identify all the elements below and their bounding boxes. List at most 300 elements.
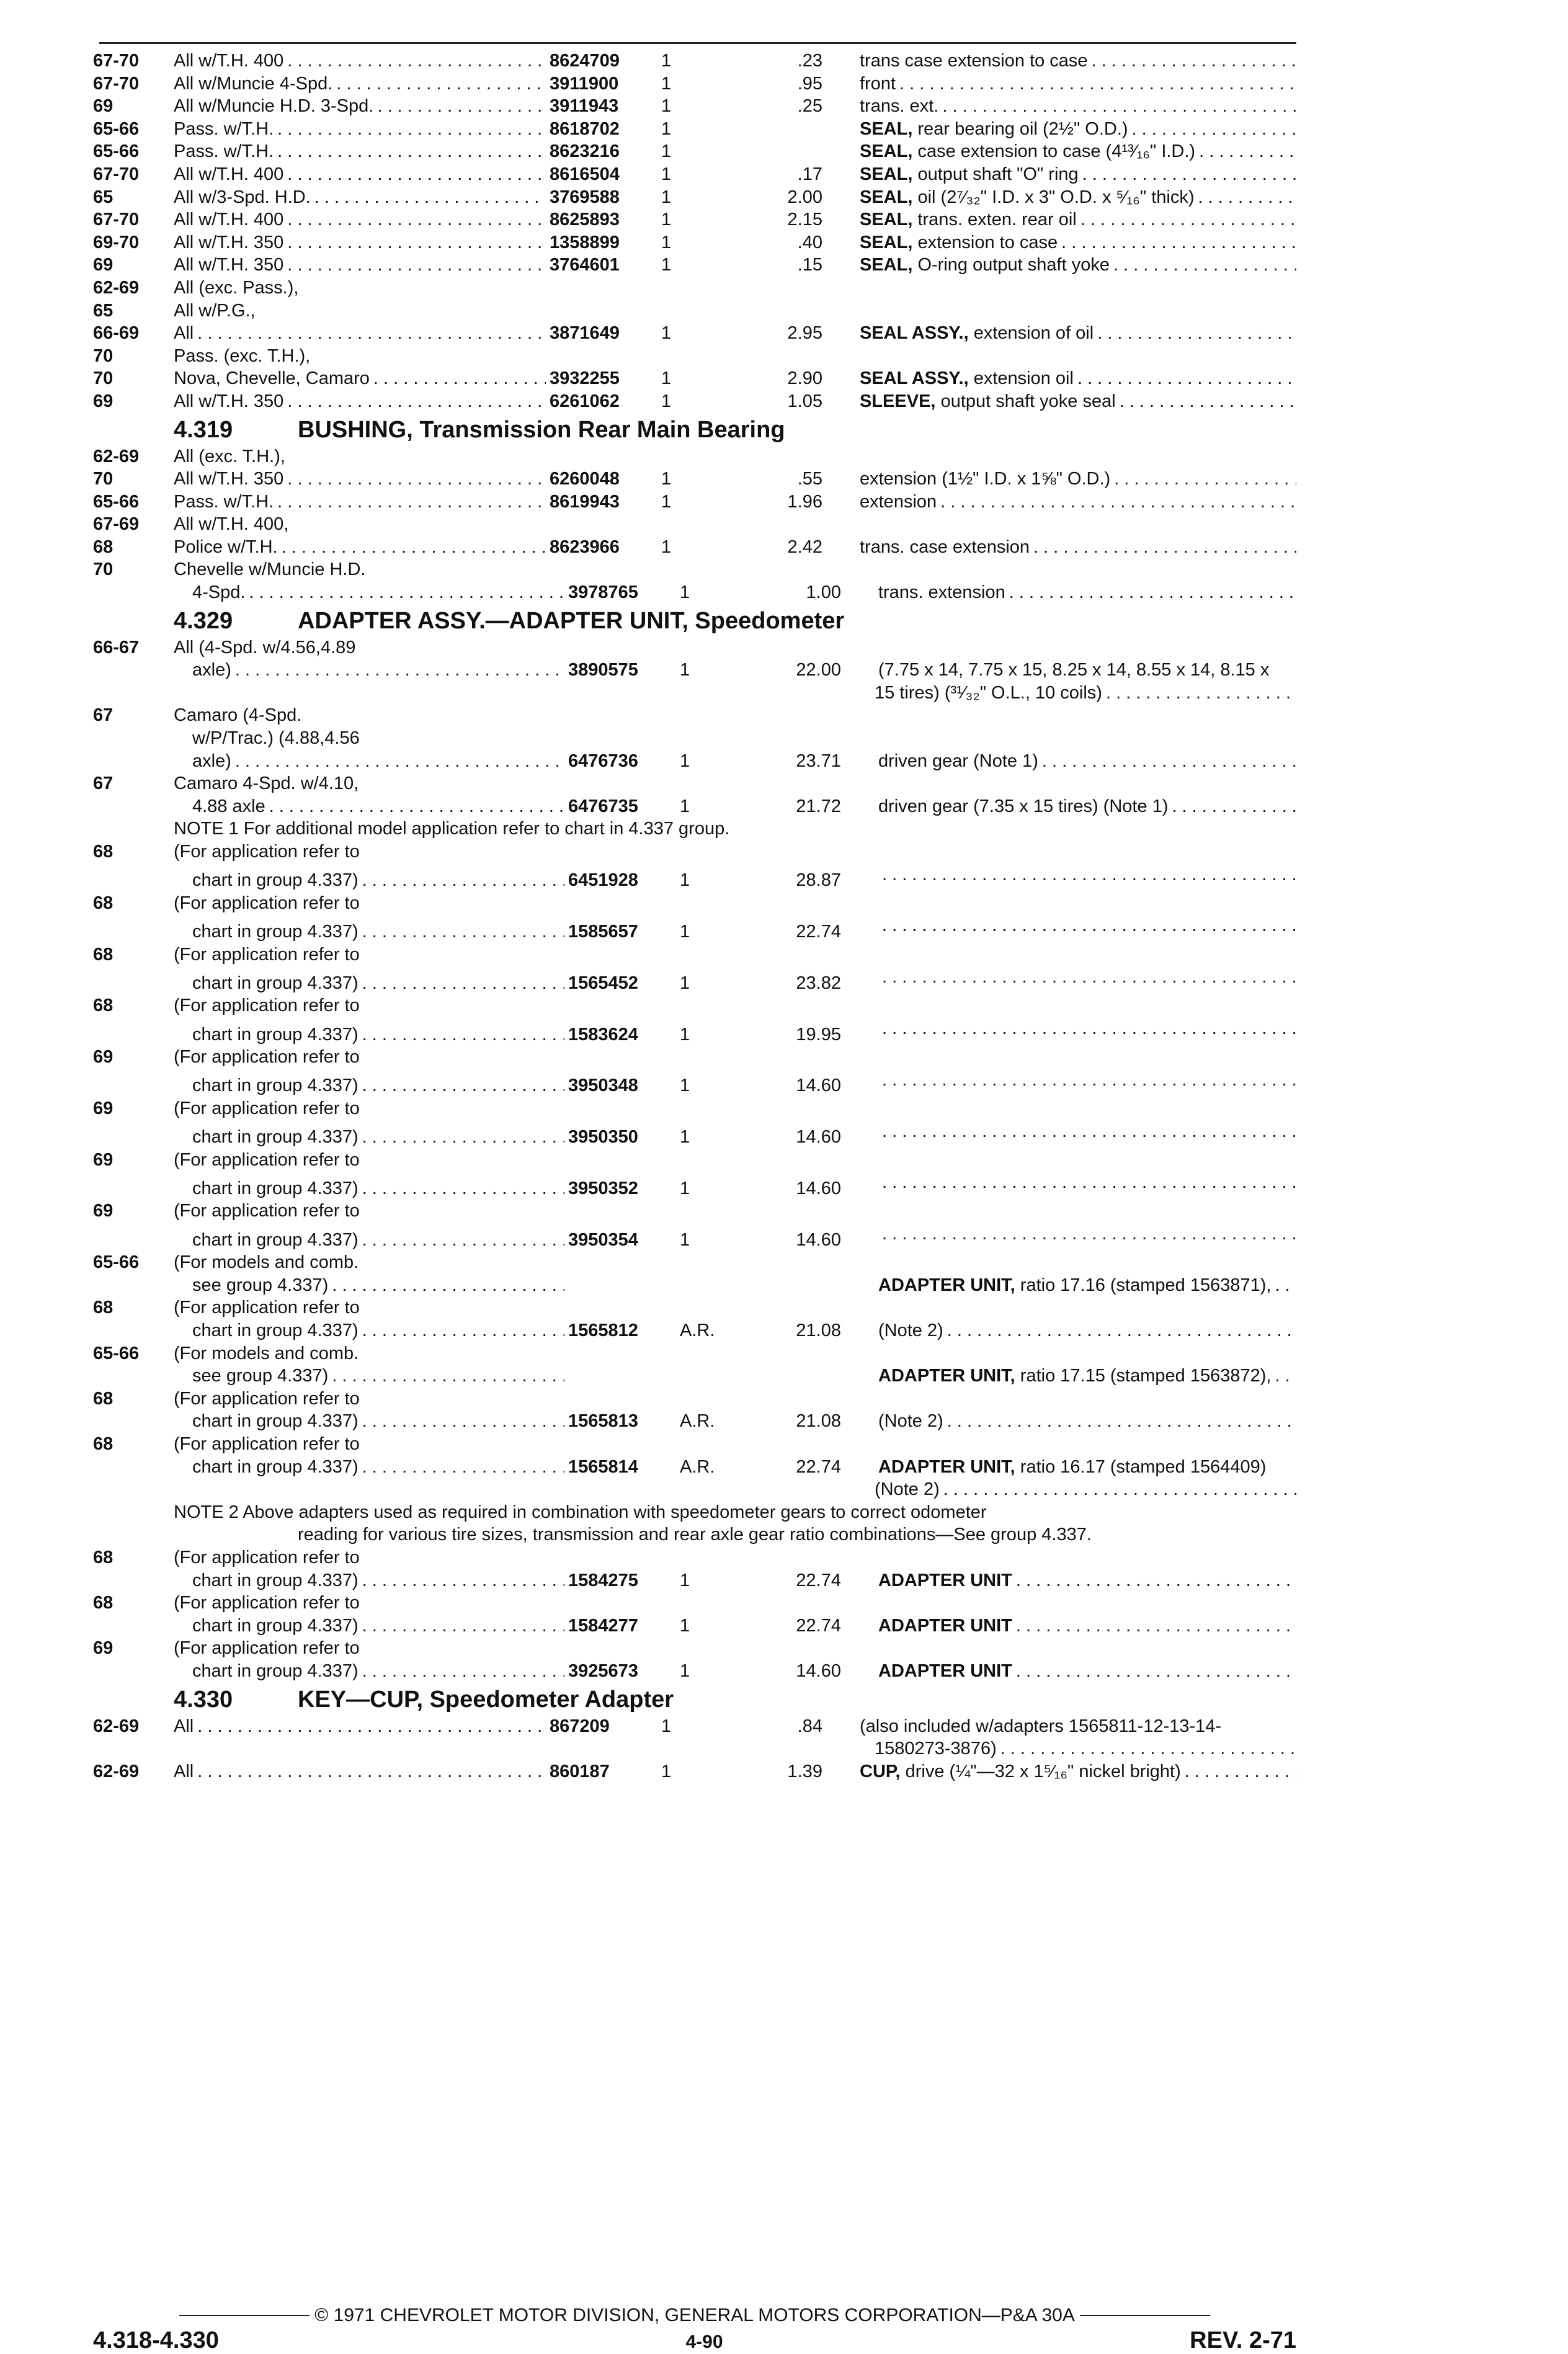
quantity: 1: [680, 1024, 690, 1045]
remarks-text: [860, 322, 1094, 345]
parts-row: [93, 50, 1296, 73]
model-year: 69: [93, 1047, 114, 1068]
application-text: All (4-Spd. w/4.56,4.89: [174, 637, 356, 658]
quantity: 1: [661, 118, 672, 139]
note-line: NOTE 1 For additional model application refer to chart in 4.337 group.: [174, 819, 730, 839]
quantity: 1: [680, 660, 690, 680]
leader-dots: [194, 1760, 546, 1783]
application-text: chart in group 4.337): [192, 1127, 359, 1148]
part-number: 3978765: [568, 582, 638, 603]
part-number: 6260048: [550, 469, 620, 489]
part-name: SEAL,: [860, 232, 913, 252]
application-text: Police w/T.H.: [174, 537, 278, 557]
parts-row: [93, 1017, 1296, 1046]
application-text: see group 4.337): [192, 1275, 329, 1295]
quantity: 1: [680, 1661, 690, 1681]
footer-rule-right: [1080, 2315, 1210, 2316]
remarks-text: [860, 390, 1116, 413]
leader-dots: [359, 1410, 564, 1433]
price: .17: [797, 164, 822, 184]
leader-dots: [231, 750, 564, 773]
parts-row: [93, 636, 1296, 659]
price: 21.08: [796, 1321, 841, 1341]
model-year: 69: [93, 1638, 114, 1659]
remarks-text: [878, 1660, 1012, 1683]
remarks: [822, 468, 1296, 491]
application: [174, 322, 546, 345]
quantity: 1: [661, 323, 672, 344]
model-year: 68: [93, 996, 114, 1016]
application: [174, 1251, 546, 1274]
remarks-text: [860, 95, 938, 118]
top-rule: [99, 42, 1296, 44]
parts-row: [93, 1615, 1296, 1638]
leader-dots: [283, 254, 546, 277]
remarks: [841, 581, 1296, 604]
leader-dots: [878, 966, 1296, 989]
part-number: 1565813: [568, 1411, 638, 1432]
application-text: All w/P.G.,: [174, 300, 256, 321]
remarks-detail: driven gear (Note 1): [878, 751, 1038, 771]
application: [174, 659, 564, 682]
application-text: chart in group 4.337): [192, 1229, 359, 1250]
model-year: 67: [93, 705, 114, 726]
parts-row: [93, 914, 1296, 943]
application: [174, 300, 546, 323]
remarks: [841, 1660, 1296, 1683]
part-number: 6451928: [568, 870, 638, 891]
part-number: 8624709: [550, 51, 620, 71]
remarks: [822, 95, 1296, 118]
application: [174, 536, 546, 559]
application-text: All: [174, 1716, 194, 1736]
model-year: 70: [93, 346, 114, 366]
part-number: 1583624: [568, 1024, 638, 1045]
application-text: All (exc. Pass.),: [174, 277, 299, 298]
model-year: 67-70: [93, 51, 140, 71]
part-number: 867209: [550, 1716, 610, 1736]
leader-dots: [283, 231, 546, 254]
part-number: 6476736: [568, 751, 638, 771]
model-year: 68: [93, 1298, 114, 1318]
leader-dots: [1074, 367, 1296, 390]
price: 28.87: [796, 870, 841, 891]
application-text: Pass. w/T.H.: [174, 118, 274, 139]
price: 2.95: [787, 323, 822, 344]
remarks-text: [878, 1456, 1266, 1479]
application-text: (For application refer to: [174, 944, 360, 965]
remarks-detail: drive (¼"—32 x 1⁵⁄₁₆" nickel bright): [905, 1761, 1181, 1781]
parts-row: [93, 1223, 1296, 1251]
model-year: 66-69: [93, 323, 140, 344]
application: [174, 1149, 546, 1172]
quantity: 1: [661, 255, 672, 275]
leader-dots: [231, 659, 564, 682]
part-number: 3890575: [568, 660, 638, 680]
application-text: (For application refer to: [174, 1201, 360, 1221]
application-text: All w/T.H. 400,: [174, 514, 289, 535]
remarks: [841, 1456, 1296, 1479]
part-name: SEAL,: [860, 164, 913, 184]
part-name: SEAL ASSY.,: [860, 368, 969, 389]
leader-dots: [878, 863, 1296, 886]
parts-row: [93, 966, 1296, 994]
leader-dots: [1094, 322, 1296, 345]
leader-dots: [943, 1410, 1296, 1433]
price: 2.00: [787, 187, 822, 207]
remarks: [841, 1569, 1296, 1592]
leader-dots: [878, 1017, 1296, 1040]
application: [174, 95, 546, 118]
price: 22.74: [796, 1615, 841, 1636]
leader-dots: [1181, 1760, 1296, 1783]
parts-row: [93, 704, 1296, 727]
leader-dots: [1058, 231, 1296, 254]
parts-row: [93, 1342, 1296, 1365]
application-text: Pass. w/T.H.: [174, 141, 274, 162]
leader-dots: [359, 972, 564, 995]
application-text: chart in group 4.337): [192, 973, 359, 993]
parts-row: [93, 1569, 1296, 1592]
price: 1.96: [787, 491, 822, 512]
remarks: [841, 750, 1296, 773]
parts-row: [93, 1097, 1296, 1120]
remarks-text: [860, 468, 1110, 491]
remarks-text: [878, 1615, 1012, 1638]
price: 14.60: [796, 1229, 841, 1250]
part-number: 8618702: [550, 118, 620, 139]
application-text: (For application refer to: [174, 842, 360, 862]
quantity: 1: [680, 921, 690, 942]
remarks-detail: trans. exten. rear oil: [917, 210, 1077, 230]
model-year: 65: [93, 187, 114, 207]
model-year: 69: [93, 1201, 114, 1221]
application-text: All w/Muncie 4-Spd.: [174, 73, 333, 94]
application-text: Chevelle w/Muncie H.D.: [174, 560, 366, 580]
application: [174, 1388, 546, 1411]
application-text: All w/T.H. 350: [174, 469, 284, 489]
parts-row: [93, 659, 1296, 682]
remarks: [841, 1615, 1296, 1638]
leader-dots: [1116, 390, 1296, 413]
parts-row: [93, 468, 1296, 491]
parts-row: [93, 1274, 1296, 1297]
part-name: ADAPTER UNIT: [878, 1661, 1012, 1681]
parts-row: [93, 367, 1296, 390]
remarks-detail: extension: [860, 491, 937, 512]
application: [174, 994, 546, 1017]
application-text: axle): [192, 751, 231, 771]
quantity: 1: [661, 51, 672, 71]
remarks-text: [860, 491, 937, 514]
part-number: 1565812: [568, 1321, 638, 1341]
application-text: Camaro (4-Spd.: [174, 705, 302, 726]
quantity: 1: [680, 870, 690, 891]
parts-row: [93, 943, 1296, 966]
parts-row: [93, 1296, 1296, 1319]
leader-dots: [896, 73, 1296, 96]
remarks-text: [860, 186, 1195, 209]
quantity: 1: [680, 1615, 690, 1636]
part-number: 6476735: [568, 796, 638, 816]
leader-dots: [274, 140, 546, 163]
application-text: Nova, Chevelle, Camaro: [174, 368, 370, 389]
quantity: 1: [680, 1076, 690, 1096]
application: [174, 1274, 564, 1297]
leader-dots: [359, 1615, 564, 1638]
part-name: ADAPTER UNIT,: [878, 1275, 1015, 1295]
footer-bottom: [93, 2327, 1296, 2354]
parts-row: [93, 558, 1296, 581]
price: 1.05: [787, 391, 822, 411]
leader-dots: [359, 1456, 564, 1479]
application-text: chart in group 4.337): [192, 870, 359, 891]
remarks-detail: extension of oil: [973, 323, 1094, 344]
remarks: [841, 1223, 1296, 1246]
part-number: 860187: [550, 1761, 610, 1781]
quantity: 1: [680, 1178, 690, 1198]
application: [174, 231, 546, 254]
remarks: [841, 659, 1296, 682]
parts-row: [93, 1760, 1296, 1783]
price: .23: [797, 51, 822, 71]
parts-row: [93, 994, 1296, 1017]
note-text: [93, 818, 1296, 840]
quantity: A.R.: [680, 1411, 715, 1432]
price: .95: [797, 73, 822, 94]
application: [174, 491, 546, 514]
note-line: NOTE 2 Above adapters used as required in combination with speedometer gears to correct odometer: [174, 1502, 987, 1522]
parts-row: [93, 390, 1296, 413]
part-number: 1585657: [568, 921, 638, 942]
leader-dots: [370, 367, 546, 390]
application-text: chart in group 4.337): [192, 1321, 359, 1341]
application-text: 4.88 axle: [192, 796, 265, 816]
model-year: 69-70: [93, 232, 140, 252]
remarks: [822, 491, 1296, 514]
remarks-text: [860, 50, 1088, 73]
parts-row: [93, 1592, 1296, 1615]
leader-dots: [1110, 254, 1296, 277]
remarks: [822, 254, 1296, 277]
part-name: SLEEVE,: [860, 391, 936, 411]
part-number: 6261062: [550, 391, 620, 411]
quantity: 1: [680, 751, 690, 771]
leader-dots: [328, 1365, 564, 1388]
application-text: axle): [192, 660, 231, 680]
remarks: [841, 1274, 1296, 1297]
leader-dots: [359, 1177, 564, 1200]
parts-row: [93, 1149, 1296, 1172]
part-name: CUP,: [860, 1761, 901, 1781]
parts-row: [93, 1478, 1296, 1501]
price: 23.82: [796, 973, 841, 993]
application-text: chart in group 4.337): [192, 1024, 359, 1045]
leader-dots: [283, 163, 546, 186]
remarks-text: [878, 659, 1269, 682]
quantity: 1: [661, 232, 672, 252]
application: [174, 840, 546, 863]
leader-dots: [283, 50, 546, 73]
leader-dots: [359, 1023, 564, 1046]
remarks-detail: trans. case extension: [860, 537, 1030, 557]
part-number: 8623216: [550, 141, 620, 162]
quantity: 1: [661, 164, 672, 184]
remarks-detail: (Note 2): [878, 1411, 943, 1432]
model-year: 62-69: [93, 1761, 140, 1781]
leader-dots: [1088, 50, 1296, 73]
model-year: 68: [93, 1547, 114, 1567]
part-number: 3932255: [550, 368, 620, 389]
application-text: Camaro 4-Spd. w/4.10,: [174, 774, 359, 794]
parts-row: [93, 1388, 1296, 1411]
parts-row: [93, 208, 1296, 231]
parts-row: [93, 1046, 1296, 1069]
remarks: [819, 1478, 1296, 1501]
remarks-text: (Note 2): [875, 1479, 940, 1500]
leader-dots: [940, 1478, 1296, 1501]
remarks: [822, 1760, 1296, 1783]
parts-row: [93, 750, 1296, 773]
remarks: [841, 966, 1296, 989]
part-name: SEAL,: [860, 255, 913, 275]
quantity: 1: [661, 210, 672, 230]
application-text: chart in group 4.337): [192, 1178, 359, 1198]
remarks-detail: (also included w/adapters 1565811-12-13-14-: [860, 1716, 1222, 1736]
remarks: [822, 118, 1296, 141]
leader-dots: [311, 186, 546, 209]
application: [174, 50, 546, 73]
application-text: (For application refer to: [174, 1638, 360, 1659]
parts-row: [93, 1171, 1296, 1200]
remarks: [822, 367, 1296, 390]
group-number: 4.330: [174, 1686, 233, 1713]
remarks-text: [860, 140, 1195, 163]
application: [174, 869, 564, 892]
group-number: 4.329: [174, 607, 233, 634]
application: [174, 581, 564, 604]
application: [174, 1456, 564, 1479]
parts-row: [93, 95, 1296, 118]
leader-dots: [1012, 1660, 1296, 1683]
part-number: 8623966: [550, 537, 620, 557]
parts-row: [93, 73, 1296, 96]
model-year: 62-69: [93, 446, 140, 466]
model-year: 65-66: [93, 118, 140, 139]
application-text: (For application refer to: [174, 1047, 360, 1068]
application: [174, 1592, 546, 1615]
model-year: 66-67: [93, 637, 140, 658]
application-text: (For application refer to: [174, 1149, 360, 1170]
remarks-text: [878, 1274, 1271, 1297]
parts-row: [93, 1365, 1296, 1388]
application: [174, 1177, 564, 1200]
group-number: 4.319: [174, 416, 233, 443]
application: [174, 1296, 546, 1319]
quantity: 1: [661, 391, 672, 411]
application-text: All w/T.H. 400: [174, 51, 284, 71]
application: [174, 727, 564, 750]
remarks: [841, 1171, 1296, 1194]
leader-dots: [359, 1229, 564, 1252]
application-text: All w/T.H. 400: [174, 210, 284, 230]
leader-dots: [274, 118, 546, 141]
group-heading: [93, 607, 1296, 635]
price: 19.95: [796, 1024, 841, 1045]
remarks: [841, 914, 1296, 937]
parts-row: [93, 863, 1296, 892]
leader-dots: [328, 1274, 564, 1297]
model-year: 65-66: [93, 1252, 140, 1273]
application: [174, 1126, 564, 1149]
leader-dots: [878, 1120, 1296, 1143]
remarks-detail: driven gear (7.35 x 15 tires) (Note 1): [878, 796, 1169, 816]
remarks: [822, 73, 1296, 96]
application-text: (For models and comb.: [174, 1343, 359, 1363]
application: [174, 1074, 564, 1097]
price: 23.71: [796, 751, 841, 771]
footer-copyright: © 1971 CHEVROLET MOTOR DIVISION, GENERAL MOTORS CORPORATION—P&A 30A: [314, 2305, 1075, 2325]
part-number: 1565452: [568, 973, 638, 993]
leader-dots: [938, 95, 1296, 118]
application-text: 4-Spd.: [192, 582, 246, 603]
part-name: ADAPTER UNIT: [878, 1615, 1012, 1636]
model-year: 67-70: [93, 210, 140, 230]
price: .40: [797, 232, 822, 252]
remarks: [841, 795, 1296, 818]
leader-dots: [1030, 536, 1296, 559]
leader-dots: [245, 581, 564, 604]
part-name: SEAL ASSY.,: [860, 323, 969, 344]
leader-dots: [1168, 795, 1296, 818]
parts-row: [93, 140, 1296, 163]
application: [174, 1319, 564, 1342]
note-text: [93, 1501, 1296, 1546]
parts-row: [93, 118, 1296, 141]
part-number: 3950350: [568, 1127, 638, 1148]
quantity: 1: [680, 973, 690, 993]
leader-dots: [1079, 163, 1296, 186]
part-number: 3925673: [568, 1661, 638, 1681]
footer-range: 4.318-4.330: [93, 2327, 219, 2353]
model-year: 65-66: [93, 1343, 140, 1363]
model-year: 62-69: [93, 1716, 140, 1736]
group-title: ADAPTER ASSY.—ADAPTER UNIT, Speedometer: [298, 607, 845, 634]
parts-row: [93, 1069, 1296, 1097]
part-number: 8619943: [550, 491, 620, 512]
remarks: [822, 536, 1296, 559]
application: [174, 140, 546, 163]
application-text: (For application refer to: [174, 996, 360, 1016]
quantity: 1: [661, 141, 672, 162]
footer-copyright-line: [93, 2305, 1296, 2326]
model-year: 70: [93, 368, 114, 389]
part-number: 3769588: [550, 187, 620, 207]
parts-row: [93, 1660, 1296, 1683]
leader-dots: [1005, 581, 1296, 604]
leader-dots: [937, 491, 1296, 514]
application: [174, 1410, 564, 1433]
leader-dots: [265, 795, 564, 818]
part-name: SEAL,: [860, 210, 913, 230]
part-number: 3950354: [568, 1229, 638, 1250]
part-name: SEAL,: [860, 118, 913, 139]
model-year: 65: [93, 300, 114, 321]
remarks-detail: extension (1½" I.D. x 1⅝" O.D.): [860, 469, 1111, 489]
part-number: 1358899: [550, 232, 620, 252]
application: [174, 636, 546, 659]
parts-row: [93, 1251, 1296, 1274]
